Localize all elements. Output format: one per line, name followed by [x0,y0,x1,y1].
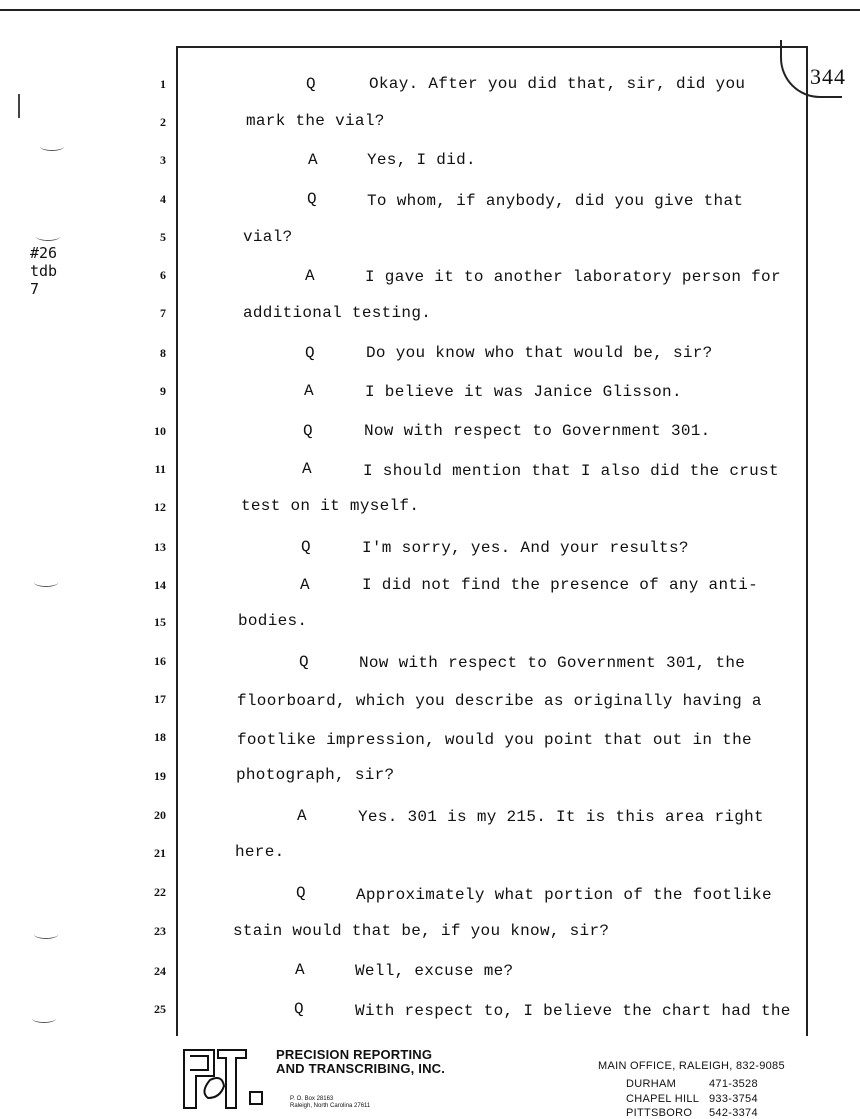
line-number: 8 [160,346,166,360]
transcript-text: Do you know who that would be, sir? [366,344,713,362]
margin-note-line: #26 [30,244,58,262]
transcript-text: To whom, if anybody, did you give that [367,192,744,210]
transcript-text: stain would that be, if you know, sir? [233,922,610,940]
line-number: 12 [154,500,166,514]
transcript-text: here. [235,843,285,861]
company-name-line: AND TRANSCRIBING, INC. [276,1061,446,1076]
transcript-text: Well, excuse me? [355,962,514,980]
margin-smudge [40,142,64,151]
line-number: 19 [154,769,166,783]
speaker-label: Q [299,653,309,671]
line-number: 7 [160,306,166,320]
transcript-text: Now with respect to Government 301. [364,422,711,440]
company-logo [180,1046,266,1112]
line-number: 6 [160,268,166,282]
speaker-label: A [295,961,305,979]
transcript-text: photograph, sir? [236,766,395,784]
logo-letter-t [218,1050,246,1108]
company-name [276,1048,445,1076]
line-number: 14 [154,578,166,592]
line-number: 25 [154,1002,166,1016]
speaker-label: Q [296,884,306,902]
speaker-label: Q [306,75,316,93]
office-phone: 471-3528 [709,1078,758,1090]
line-number: 15 [154,615,166,629]
office-phone: 933-3754 [709,1093,758,1105]
line-number: 1 [160,77,166,91]
speaker-label: Q [305,344,315,362]
speaker-label: A [302,460,312,478]
transcript-text: bodies. [238,612,308,630]
line-number: 18 [154,730,166,744]
transcript-text: footlike impression, would you point that out in the [237,731,752,749]
line-number: 4 [160,192,166,206]
address-line: Raleigh, North Carolina 27611 [290,1103,371,1109]
speaker-label: A [297,807,307,825]
speaker-label: A [305,267,315,285]
transcript-text: Now with respect to Government 301, the [359,654,746,672]
transcript-text: Okay. After you did that, sir, did you [369,75,746,93]
company-name-line: PRECISION REPORTING [276,1047,433,1062]
speaker-label: A [300,576,310,594]
transcript-text: vial? [243,228,293,246]
line-number: 17 [154,692,166,706]
line-number: 11 [154,462,166,476]
speaker-label: A [304,382,314,400]
line-number: 24 [154,964,166,978]
line-number: 10 [154,424,166,438]
speaker-label: Q [294,1000,304,1018]
logo-letter-p [184,1050,214,1108]
line-number: 23 [154,924,166,938]
line-number: 22 [154,885,166,899]
margin-smudge [34,578,58,587]
speaker-label: Q [303,422,313,440]
transcript-text: I'm sorry, yes. And your results? [362,539,689,557]
line-number: 2 [160,115,166,129]
line-number: 5 [160,230,166,244]
transcript-text: Approximately what portion of the footlike [356,886,772,904]
margin-smudge [32,1014,56,1023]
transcript-text: Yes, I did. [367,151,476,169]
transcript-text: I gave it to another laboratory person for [365,268,781,286]
margin-smudge [34,930,58,939]
margin-mark [18,94,20,118]
margin-smudge [36,232,60,241]
speaker-label: Q [301,538,311,556]
top-border-rule [0,9,860,11]
office-city: PITTSBORO [626,1107,693,1119]
line-number: 9 [160,384,166,398]
speaker-label: A [308,151,318,169]
line-number: 20 [154,808,166,822]
main-office: MAIN OFFICE, RALEIGH, 832-9085 [598,1060,785,1072]
margin-note-line: 7 [30,280,40,298]
transcript-text: floorboard, which you describe as originally having a [237,692,762,710]
office-phone: 542-3374 [709,1107,758,1119]
transcript-text: I should mention that I also did the crust [363,462,779,480]
office-city: CHAPEL HILL [626,1093,700,1105]
company-address [290,1096,370,1110]
transcript-text: additional testing. [243,304,432,322]
transcript-text: Yes. 301 is my 215. It is this area right [358,808,764,826]
margin-note [30,244,57,298]
address-line: P. O. Box 28163 [290,1096,334,1102]
line-number: 3 [160,153,166,167]
transcript-text: I believe it was Janice Glisson. [365,383,682,401]
line-number: 16 [154,654,166,668]
office-city: DURHAM [626,1078,677,1090]
speaker-label: Q [307,190,317,208]
transcript-text: mark the vial? [246,112,385,130]
transcript-text: I did not find the presence of any anti- [362,576,759,594]
line-number: 13 [154,540,166,554]
transcript-text: test on it myself. [241,497,420,515]
transcript-text: With respect to, I believe the chart had the [355,1002,791,1020]
margin-note-line: tdb [30,262,58,280]
line-number: 21 [154,846,166,860]
page-number: 344 [810,64,846,89]
